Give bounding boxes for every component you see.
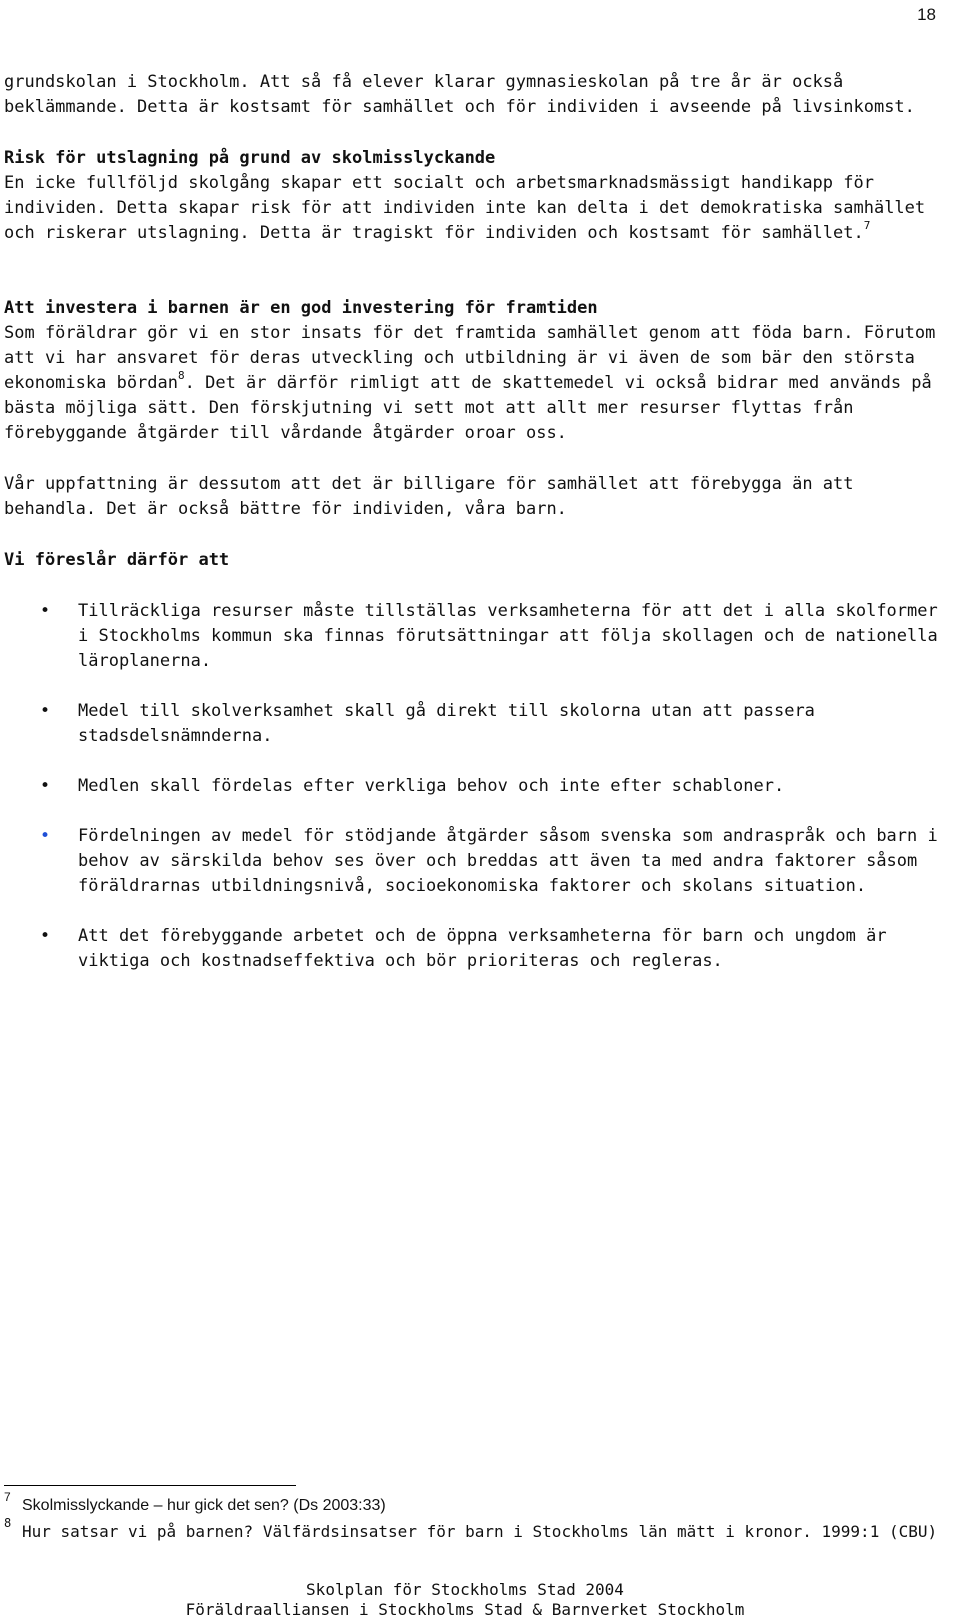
document-body [4,70,944,999]
section-investera [4,296,944,446]
proposals-list [4,599,944,974]
page-number: 18 [917,5,936,24]
risk-body-text: En icke fullföljd skolgång skapar ett socialt och arbetsmarknadsmässigt handikapp för individen. Detta skapar risk för att individen inte kan delta i det demokratiska samhället och riskerar utslagning. Detta är tragiskt för individen och kostsamt för samhället. [4,173,926,243]
section-heading-risk: Risk för utslagning på grund av skolmisslyckande [4,148,496,168]
footnote-ref-8[interactable]: 8 [178,369,185,382]
footer-line-1: Skolplan för Stockholms Stad 2004 [306,1580,624,1599]
bullet-icon: • [40,926,51,946]
footnote-ref-7[interactable]: 7 [863,219,871,232]
investera-text-b: . Det är därför rimligt att de skattemedel vi också bidrar med används på bästa möjliga sätt. Den förskjutning vi sett mot att allt mer resurser flyttas från förebyggande åtgärder till vårdande åtgärder oroar oss. [4,373,932,443]
list-item: • Medel till skolverksamhet skall gå direkt till skolorna utan att passera stadsdelsnämnderna. [40,701,815,746]
list-item: • Medlen skall fördelas efter verkliga behov och inte efter schabloner. [4,774,944,799]
list-item: • Fördelningen av medel för stödjande åtgärder såsom svenska som andraspråk och barn i behov av särskilda behov ses över och breddas att även ta med andra faktorer såsom föräldrarnas utbildningsnivå, socioekonomiska faktorer och skolans situation. [40,826,938,896]
page-footer [0,1580,930,1620]
footnote-number: 8 [4,1516,12,1530]
paragraph-uppfattning: Vår uppfattning är dessutom att det är billigare för samhället att förebygga än att behandla. Det är också bättre för individen, våra barn. [4,474,854,519]
footer-line-2: Föräldraalliansen i Stockholms Stad & Barnverket Stockholm [185,1600,745,1619]
bullet-icon: • [40,776,51,796]
footnote-number: 7 [4,1490,11,1504]
footnote-text: Skolmisslyckande – hur gick det sen? (Ds 2003:33) [22,1497,386,1514]
list-item: • Att det förebyggande arbetet och de öppna verksamheterna för barn och ungdom är viktiga och kostnadseffektiva och bör prioriteras och regleras. [40,926,887,971]
footnote-divider [4,1485,296,1486]
section-risk [4,146,944,246]
footnote-text: Hur satsar vi på barnen? Välfärdsinsatser för barn i Stockholms län mätt i kronor. 1999:1 (CBU) [22,1522,938,1541]
bullet-icon: • [40,601,51,621]
list-item: • Tillräckliga resurser måste tillställas verksamheterna för att det i alla skolformer i Stockholms kommun ska finnas förutsättningar att följa skollagen och de nationella läroplanerna. [40,601,938,671]
bullet-icon: • [40,826,51,846]
proposals-heading: Vi föreslår därför att [4,550,230,570]
section-heading-investera: Att investera i barnen är en god investering för framtiden [4,298,598,318]
footnotes [4,1490,944,1543]
section-text-risk [4,171,944,246]
footnote-8 [4,1516,944,1543]
bullet-icon: • [40,701,51,721]
investera-text-a: Som föräldrar gör vi en stor insats för det framtida samhället genom att föda barn. Förutom att vi har ansvaret för deras utveckling och utbildning är vi även de som bär den största ekonomiska bördan [4,323,936,393]
footnote-7 [4,1490,944,1517]
section-text-investera [4,321,944,446]
intro-paragraph: grundskolan i Stockholm. Att så få elever klarar gymnasieskolan på tre år är också beklämmande. Detta är kostsamt för samhället och för individen i avseende på livsinkomst. [4,72,915,117]
